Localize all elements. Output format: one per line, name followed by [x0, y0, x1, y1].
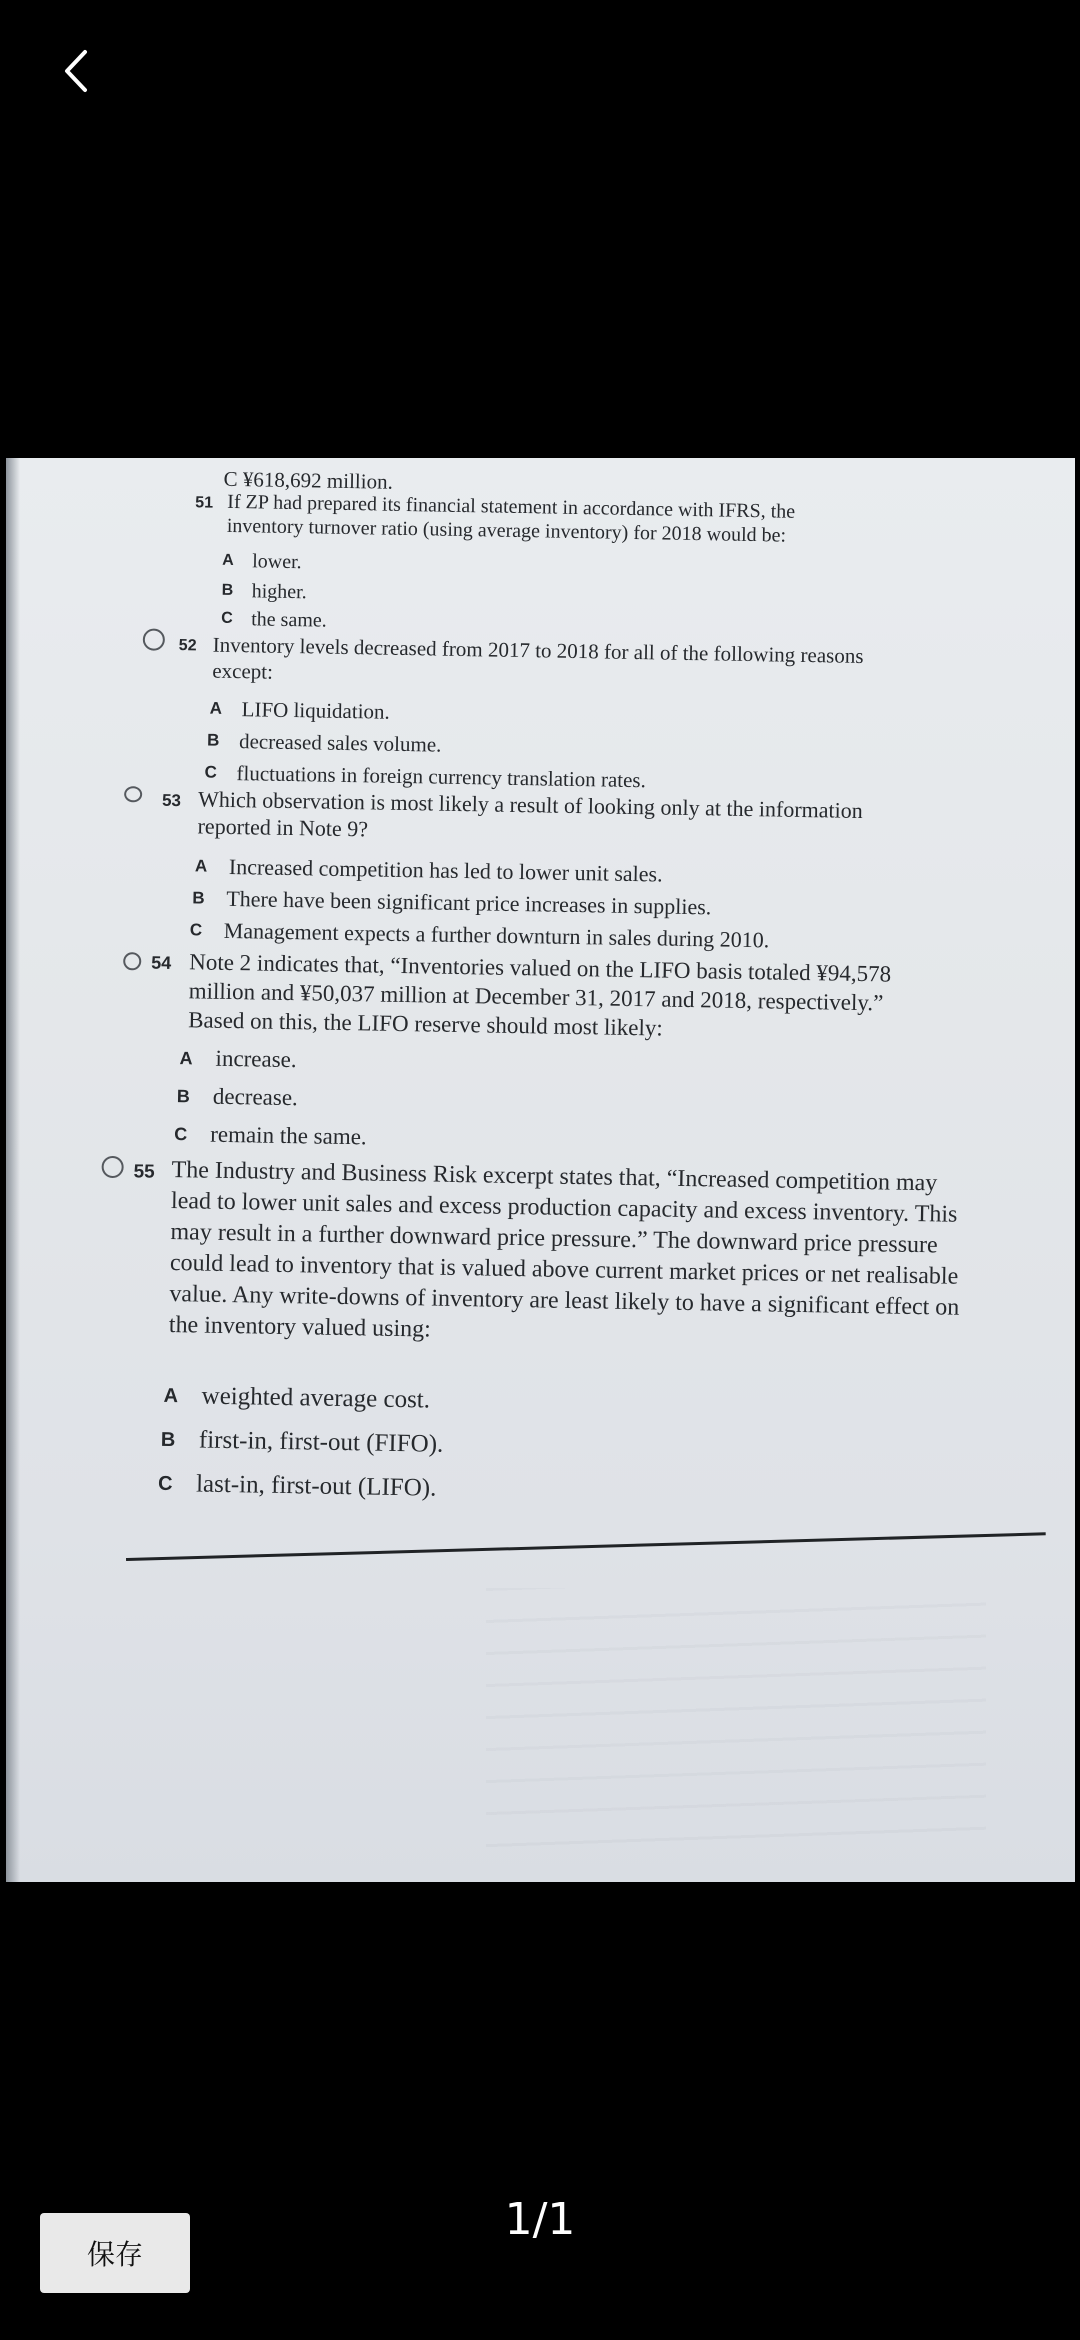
top-fragment-text: C ¥618,692 million.: [223, 466, 394, 494]
option-text: lower.: [252, 550, 302, 574]
option-text: fluctuations in foreign currency translation rates.: [236, 761, 647, 793]
option-letter: A: [179, 1048, 193, 1069]
option-letter: C: [189, 920, 203, 940]
option-letter: B: [192, 888, 205, 908]
back-button[interactable]: [40, 36, 110, 106]
option-text: Management expects a further downturn in sales during 2010.: [223, 917, 770, 953]
bottom-toolbar: [0, 2180, 1080, 2340]
option-text: last-in, first-out (LIFO).: [195, 1470, 437, 1502]
page-indicator: 1/1: [504, 2194, 576, 2245]
option-letter: A: [222, 551, 234, 569]
option-letter: B: [176, 1086, 191, 1107]
option-text: LIFO liquidation.: [241, 697, 391, 724]
option-text: increase.: [215, 1045, 297, 1073]
radio-54[interactable]: [123, 952, 141, 970]
option-text: remain the same.: [210, 1121, 367, 1150]
save-button[interactable]: 保存: [40, 2213, 190, 2293]
option-letter: A: [209, 698, 223, 718]
question-stem: Note 2 indicates that, “Inventories valued on the LIFO basis totaled ¥94,578 million and ¥50,037 million at December 31, 2017 and 2018, respectively.” Based on this, the LIFO reserve should most likely:: [188, 949, 892, 1041]
question-stem: If ZP had prepared its financial statement in accordance with IFRS, the inventory turnover ratio (using average inventory) for 2018 would be:: [226, 490, 796, 547]
option-letter: B: [160, 1428, 176, 1452]
option-text: There have been significant price increases in supplies.: [226, 885, 712, 920]
option-text: first-in, first-out (FIFO).: [198, 1426, 444, 1458]
option-text: higher.: [251, 580, 307, 604]
question-number: 51: [195, 494, 214, 512]
question-number: 53: [161, 790, 182, 811]
option-letter: C: [157, 1472, 173, 1496]
question-number: 54: [151, 952, 172, 973]
question-stem: The Industry and Business Risk excerpt states that, “Increased competition may lead to lower unit sales and excess production capacity and excess inventory. This may result in a further downward price pressure.” The downward price pressure could lead to inventory that is valued above current market prices or net realisable value. Any write-downs of inventory are least likely to have a significant effect on the inventory valued using:: [168, 1157, 960, 1343]
option-letter: C: [221, 609, 233, 627]
question-52: [178, 631, 899, 684]
question-stem: Inventory levels decreased from 2017 to 2018 for all of the following reasons except:: [212, 632, 864, 684]
option-text: Increased competition has led to lower unit sales.: [228, 853, 663, 887]
option-letter: C: [204, 762, 217, 782]
option-letter: A: [194, 856, 208, 876]
question-number: 55: [133, 1161, 155, 1183]
radio-55[interactable]: [101, 1156, 123, 1178]
radio-52[interactable]: [143, 628, 165, 650]
question-stem: Which observation is most likely a result of looking only at the information reported in Note 9?: [197, 786, 863, 842]
option-text: decrease.: [212, 1083, 299, 1111]
chevron-left-icon: [55, 46, 95, 96]
option-letter: B: [221, 581, 234, 599]
option-text: weighted average cost.: [201, 1382, 431, 1414]
option-letter: A: [163, 1384, 179, 1408]
bleed-through-texture: [486, 1588, 986, 1848]
radio-53[interactable]: [124, 786, 142, 802]
document-photo: [6, 458, 1075, 1882]
option-text: the same.: [251, 608, 327, 632]
question-55: [133, 1154, 964, 1343]
question-number: 52: [178, 637, 197, 655]
option-letter: C: [174, 1124, 188, 1145]
option-text: decreased sales volume.: [238, 729, 442, 757]
option-letter: B: [206, 730, 220, 750]
question-51: [195, 489, 875, 547]
